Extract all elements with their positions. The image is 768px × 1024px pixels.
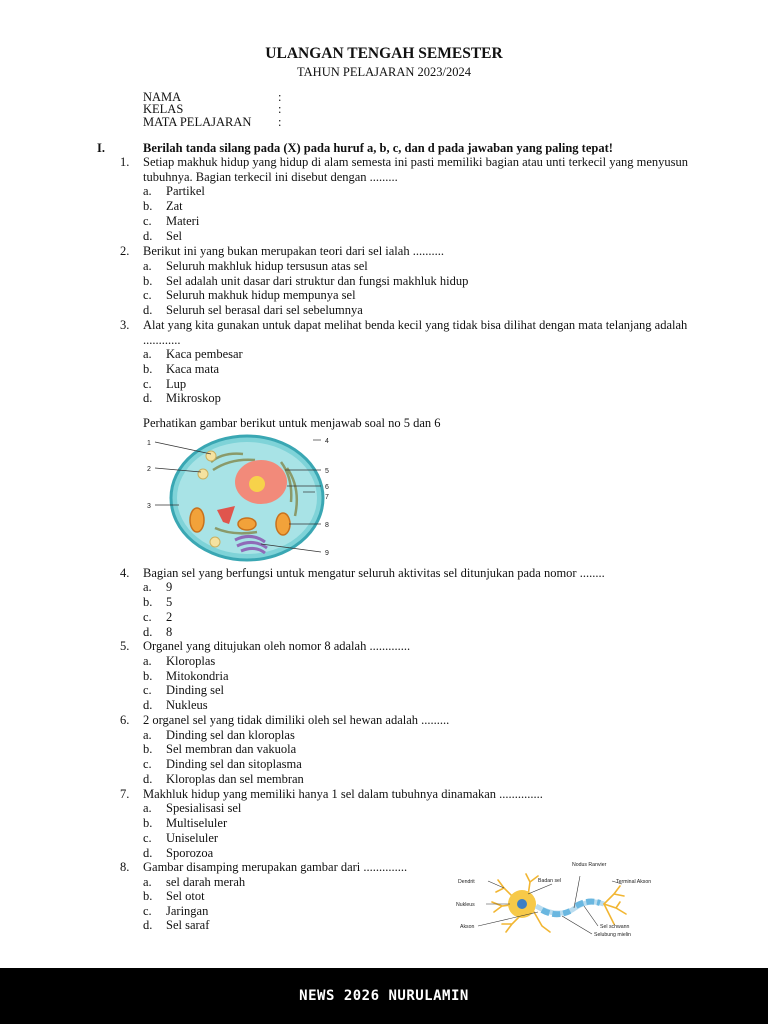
mitochondrion xyxy=(276,513,290,535)
option-text: Uniseluler xyxy=(166,831,219,845)
option-letter: d. xyxy=(143,698,153,712)
cell-label-9: 9 xyxy=(325,550,329,557)
option-letter: c. xyxy=(143,831,152,845)
question-number: 6. xyxy=(120,713,130,727)
option-text: Sel saraf xyxy=(166,918,210,932)
question-number: 7. xyxy=(120,787,130,801)
option-letter: b. xyxy=(143,595,153,609)
option-text: 5 xyxy=(166,595,173,609)
option-letter: b. xyxy=(143,889,153,903)
question-text: Bagian sel yang berfungsi untuk mengatur seluruh aktivitas sel ditunjukan pada nomor ........ xyxy=(143,566,605,580)
question-text: Organel yang ditujukan oleh nomor 8 adalah ............. xyxy=(143,639,411,653)
question-number: 5. xyxy=(120,639,130,653)
option-letter: a. xyxy=(143,801,152,815)
option-text: Lup xyxy=(166,377,187,391)
cell-label-7: 7 xyxy=(325,494,329,501)
option-text: Seluruh makhluk hidup tersusun atas sel xyxy=(166,259,368,273)
question-text: Setiap makhuk hidup yang hidup di alam semesta ini pasti memiliki bagian atau unti terkecil yang menyusun tubuhnya. Bagian terkecil ini disebut dengan ......... xyxy=(143,155,689,184)
option-letter: c. xyxy=(143,757,152,771)
info-label: MATA PELAJARAN xyxy=(143,115,252,129)
cell-label-4: 4 xyxy=(325,438,329,445)
option-letter: a. xyxy=(143,728,152,742)
option-letter: b. xyxy=(143,669,153,683)
question-number: 8. xyxy=(120,860,130,874)
option-letter: d. xyxy=(143,229,153,243)
option-letter: a. xyxy=(143,259,152,273)
option-text: Sporozoa xyxy=(166,846,214,860)
option-text: Sel membran dan vakuola xyxy=(166,742,297,756)
option-text: Kloroplas dan sel membran xyxy=(166,772,304,786)
cell-label-6: 6 xyxy=(325,484,329,491)
option-text: Kloroplas xyxy=(166,654,216,668)
cell-label-8: 8 xyxy=(325,522,329,529)
question-number: 1. xyxy=(120,155,130,169)
neuron-label-akson: Akson xyxy=(460,924,475,930)
mitochondrion xyxy=(238,518,256,530)
option-letter: c. xyxy=(143,377,152,391)
option-letter: a. xyxy=(143,654,152,668)
info-mapel xyxy=(143,116,281,128)
option-text: Materi xyxy=(166,214,200,228)
question-number: 2. xyxy=(120,244,130,258)
footer-watermark: NEWS 2026 NURULAMIN xyxy=(0,968,768,1024)
option-text: Mikroskop xyxy=(166,391,221,405)
option-text: 8 xyxy=(166,625,173,639)
info-label: NAMA xyxy=(143,90,182,104)
axon-terminals xyxy=(604,886,626,924)
info-sep: : xyxy=(278,102,282,116)
figure-note: Perhatikan gambar berikut untuk menjawab soal no 5 dan 6 xyxy=(143,416,441,430)
info-sep: : xyxy=(278,115,282,129)
page-subtitle: TAHUN PELAJARAN 2023/2024 xyxy=(297,65,471,79)
option-letter: b. xyxy=(143,362,153,376)
option-text: sel darah merah xyxy=(166,875,246,889)
option-text: Sel otot xyxy=(166,889,205,903)
info-kelas xyxy=(143,103,281,115)
neuron-label-nukleus: Nukleus xyxy=(456,902,475,908)
option-text: Kaca pembesar xyxy=(166,347,243,361)
option-text: 2 xyxy=(166,610,173,624)
option-letter: d. xyxy=(143,391,153,405)
question-text: Makhluk hidup yang memiliki hanya 1 sel dalam tubuhnya dinamakan .............. xyxy=(143,787,543,801)
cell-label-2: 2 xyxy=(147,466,151,473)
option-text: Dinding sel xyxy=(166,683,224,697)
option-letter: c. xyxy=(143,904,152,918)
question-text: 2 organel sel yang tidak dimiliki oleh sel hewan adalah ......... xyxy=(143,713,450,727)
info-label: KELAS xyxy=(143,102,184,116)
option-text: Seluruh sel berasal dari sel sebelumnya xyxy=(166,303,363,317)
option-letter: a. xyxy=(143,347,152,361)
option-letter: c. xyxy=(143,288,152,302)
animal-cell-diagram xyxy=(143,432,333,564)
question-number: 3. xyxy=(120,318,130,332)
option-letter: d. xyxy=(143,625,153,639)
option-letter: d. xyxy=(143,918,153,932)
option-letter: b. xyxy=(143,816,153,830)
neuron-label-selubung-mielin: Selubung mielin xyxy=(594,932,631,938)
neuron-label-badan-sel: Badan sel xyxy=(538,878,562,884)
option-text: Multiseluler xyxy=(166,816,228,830)
option-text: Nukleus xyxy=(166,698,208,712)
option-text: Seluruh makhuk hidup mempunya sel xyxy=(166,288,356,302)
vesicle xyxy=(206,451,216,461)
option-letter: d. xyxy=(143,303,153,317)
neuron-nucleus xyxy=(517,899,527,909)
option-text: Dinding sel dan sitoplasma xyxy=(166,757,302,771)
cell-label-1: 1 xyxy=(147,440,151,447)
page-title: ULANGAN TENGAH SEMESTER xyxy=(265,45,503,62)
neuron-diagram xyxy=(452,858,672,940)
option-text: Jaringan xyxy=(166,904,209,918)
option-letter: a. xyxy=(143,875,152,889)
section-number: I. xyxy=(97,141,105,155)
option-text: 9 xyxy=(166,580,173,594)
option-text: Dinding sel dan kloroplas xyxy=(166,728,295,742)
question-number: 4. xyxy=(120,566,130,580)
option-text: Mitokondria xyxy=(166,669,229,683)
option-letter: b. xyxy=(143,274,153,288)
neuron-label-dendrit: Dendrit xyxy=(458,879,475,885)
option-text: Spesialisasi sel xyxy=(166,801,242,815)
neuron-label-nodus-ranvier: Nodus Ranvier xyxy=(572,862,607,868)
option-text: Zat xyxy=(166,199,183,213)
option-letter: c. xyxy=(143,683,152,697)
option-text: Sel xyxy=(166,229,182,243)
question-text: Berikut ini yang bukan merupakan teori dari sel ialah .......... xyxy=(143,244,444,258)
option-letter: a. xyxy=(143,184,152,198)
mitochondrion xyxy=(190,508,204,532)
neuron-label-terminal-akson: Terminal Akson xyxy=(616,879,652,885)
section-instruction: Berilah tanda silang pada (X) pada huruf a, b, c, dan d pada jawaban yang paling tepat! xyxy=(143,141,613,155)
option-letter: c. xyxy=(143,214,152,228)
option-letter: a. xyxy=(143,580,152,594)
option-text: Sel adalah unit dasar dari struktur dan fungsi makhluk hidup xyxy=(166,274,469,288)
option-text: Kaca mata xyxy=(166,362,220,376)
option-letter: c. xyxy=(143,610,152,624)
option-letter: d. xyxy=(143,846,153,860)
option-letter: b. xyxy=(143,199,153,213)
option-letter: d. xyxy=(143,772,153,786)
neuron-label-sel-schwann: Sel schwann xyxy=(600,924,630,930)
question-text: Gambar disamping merupakan gambar dari .............. xyxy=(143,860,408,874)
info-sep: : xyxy=(278,90,282,104)
nucleolus xyxy=(249,476,265,492)
option-text: Partikel xyxy=(166,184,205,198)
cell-label-3: 3 xyxy=(147,503,151,510)
cell-label-5: 5 xyxy=(325,468,329,475)
vesicle xyxy=(210,537,220,547)
option-letter: b. xyxy=(143,742,153,756)
vesicle xyxy=(198,469,208,479)
question-text: Alat yang kita gunakan untuk dapat melihat benda kecil yang tidak bisa dilihat dengan mata telanjang adalah ............ xyxy=(143,318,688,347)
